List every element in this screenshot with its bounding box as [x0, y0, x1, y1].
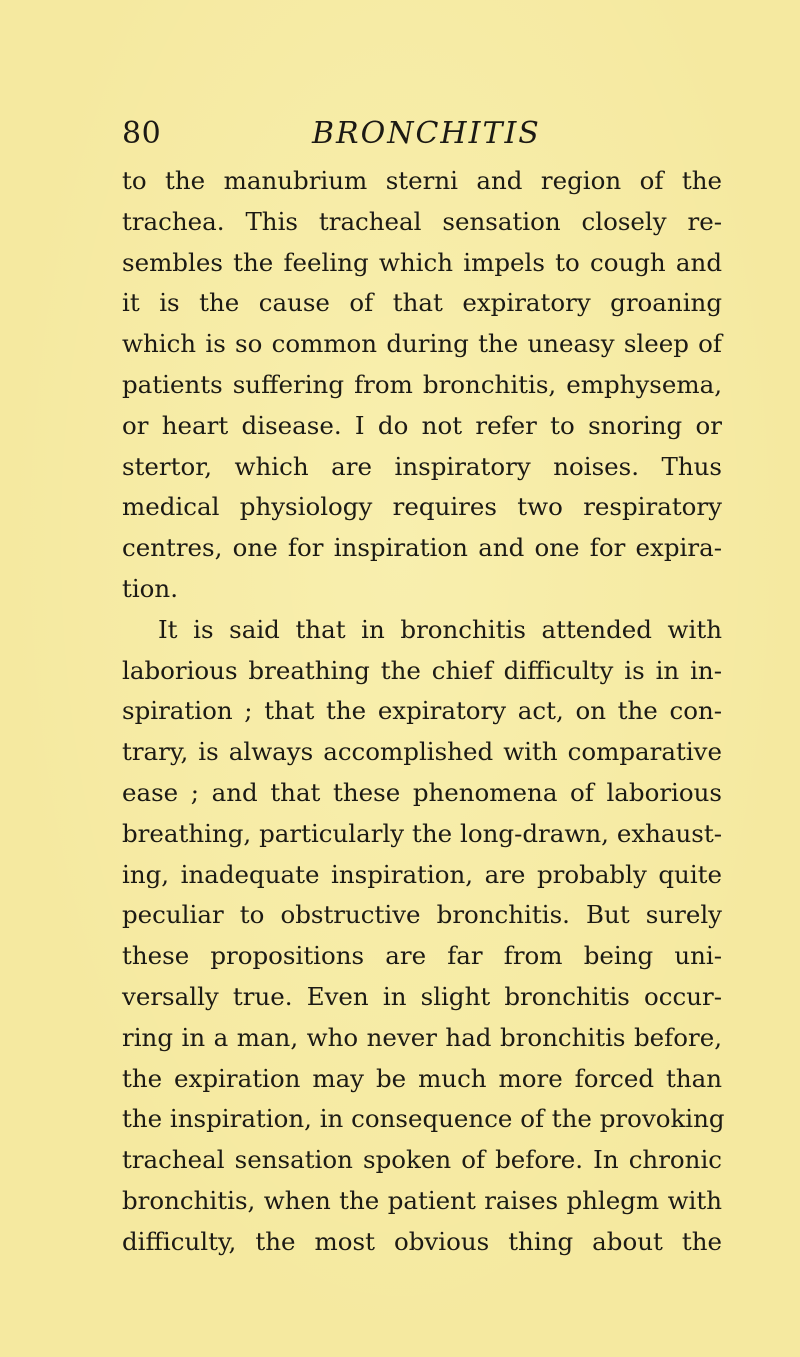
text-line: these propositions are far from being uni- [122, 941, 722, 971]
text-line: breathing, particularly the long-drawn, exhaust- [122, 818, 722, 848]
text-line: which is so common during the uneasy sleep of [122, 329, 722, 359]
body-text [122, 161, 725, 1263]
text-line: ing, inadequate inspiration, are probably quite [122, 859, 722, 889]
text-line: laborious breathing the chief difficulty is in in- [122, 655, 722, 685]
text-line: ring in a man, who never had bronchitis before, [122, 1022, 722, 1052]
text-line: or heart disease. I do not refer to snoring or [122, 410, 722, 440]
text-line: trary, is always accomplished with comparative [122, 737, 722, 767]
text-line: the expiration may be much more forced than [122, 1063, 722, 1093]
text-line: to the manubrium sterni and region of the [122, 166, 722, 195]
text-line-paragraph-start: It is said that in bronchitis attended with [158, 614, 722, 644]
text-line-paragraph-end: tion. [122, 573, 178, 603]
text-line: it is the cause of that expiratory groaning [122, 288, 722, 318]
text-line: medical physiology requires two respiratory [122, 492, 722, 522]
text-line: difficulty, the most obvious thing about the [122, 1226, 722, 1256]
page-header [0, 114, 800, 154]
page-number: 80 [122, 116, 162, 151]
text-line: bronchitis, when the patient raises phlegm with [122, 1185, 722, 1215]
text-line: spiration ; that the expiratory act, on the con- [122, 696, 722, 726]
text-line: peculiar to obstructive bronchitis. But surely [122, 900, 722, 930]
text-line: trachea. This tracheal sensation closely re- [122, 206, 722, 236]
text-line: tracheal sensation spoken of before. In chronic [122, 1145, 722, 1175]
text-line: ease ; and that these phenomena of laborious [122, 777, 722, 807]
text-line: stertor, which are inspiratory noises. Thus [122, 451, 722, 481]
text-line: centres, one for inspiration and one for expira- [122, 533, 722, 563]
text-line: patients suffering from bronchitis, emphysema, [122, 369, 722, 399]
text-line: sembles the feeling which impels to cough and [122, 247, 722, 277]
text-line: the inspiration, in consequence of the provoking [122, 1104, 725, 1134]
running-head-title: BRONCHITIS [312, 116, 541, 151]
text-line: versally true. Even in slight bronchitis occur- [122, 981, 722, 1011]
